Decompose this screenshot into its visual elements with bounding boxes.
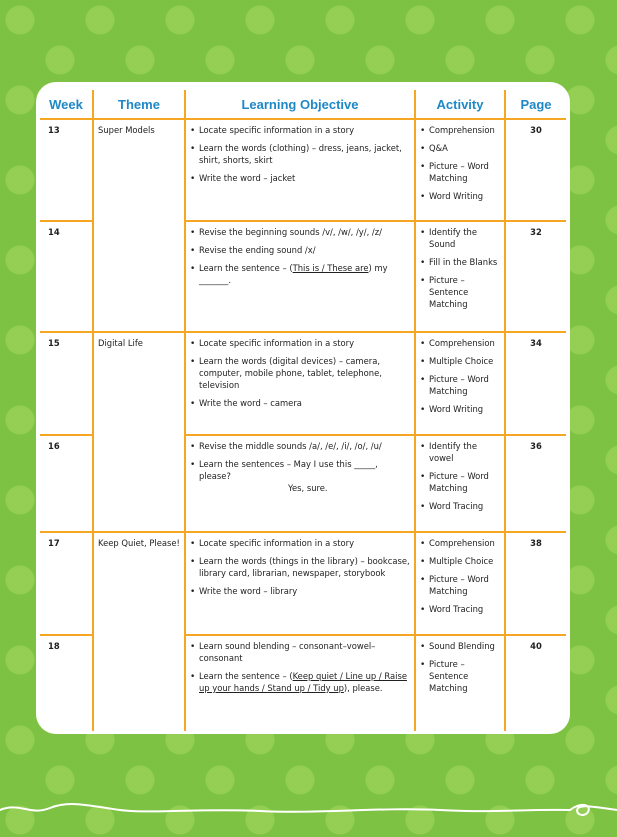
objective-cell bbox=[185, 435, 415, 532]
objective-item: • Learn sound blending – consonant–vowel–consonant bbox=[190, 641, 410, 665]
header-page: Page bbox=[505, 90, 566, 119]
curriculum-table bbox=[40, 90, 566, 731]
activity-cell bbox=[415, 221, 505, 332]
objective-item bbox=[190, 263, 410, 287]
objective-cell bbox=[185, 532, 415, 635]
objective-item: • Locate specific information in a story bbox=[190, 125, 410, 137]
activity-item: • Comprehension bbox=[420, 338, 500, 350]
header-theme: Theme bbox=[93, 90, 185, 119]
header-activity: Activity bbox=[415, 90, 505, 119]
activity-item: • Fill in the Blanks bbox=[420, 257, 500, 269]
table-row-week-15 bbox=[40, 332, 566, 435]
activity-item: • Word Tracing bbox=[420, 604, 500, 616]
objective-item: • Locate specific information in a story bbox=[190, 538, 410, 550]
objective-item: • Revise the middle sounds /a/, /e/, /i/, /o/, /u/ bbox=[190, 441, 410, 453]
week-number: 13 bbox=[48, 125, 60, 135]
activity-cell bbox=[415, 119, 505, 221]
page-number: 40 bbox=[505, 635, 566, 731]
activity-item: • Picture – Word Matching bbox=[420, 574, 500, 598]
activity-item: • Identify the vowel bbox=[420, 441, 500, 465]
activity-item: • Comprehension bbox=[420, 538, 500, 550]
activity-item: • Word Tracing bbox=[420, 501, 500, 513]
activity-item: • Picture – Word Matching bbox=[420, 471, 500, 495]
objective-item: • Learn the words (digital devices) – camera, computer, mobile phone, tablet, telephone, television bbox=[190, 356, 410, 392]
sentence-suffix: ) my _______. bbox=[199, 262, 388, 285]
activity-cell bbox=[415, 332, 505, 435]
header-learning-objective: Learning Objective bbox=[185, 90, 415, 119]
activity-item: • Multiple Choice bbox=[420, 556, 500, 568]
activity-cell bbox=[415, 532, 505, 635]
theme-cell: Keep Quiet, Please! bbox=[93, 532, 185, 731]
contents-card bbox=[36, 82, 570, 734]
activity-item: • Word Writing bbox=[420, 191, 500, 203]
sentence-line-1: Learn the sentences – May I use this _____, please? bbox=[199, 458, 378, 481]
activity-item: • Word Writing bbox=[420, 404, 500, 416]
objective-item bbox=[190, 459, 410, 495]
week-number: 17 bbox=[40, 532, 93, 635]
table-row-week-13 bbox=[40, 119, 566, 221]
activity-item: • Picture – Word Matching bbox=[420, 161, 500, 185]
header-week: Week bbox=[40, 90, 93, 119]
table-row-week-17 bbox=[40, 532, 566, 635]
page-number: 36 bbox=[505, 435, 566, 532]
activity-item: • Multiple Choice bbox=[420, 356, 500, 368]
sentence-suffix: ), please. bbox=[343, 682, 383, 693]
week-number: 15 bbox=[40, 332, 93, 435]
sentence-options: This is / These are bbox=[292, 262, 369, 273]
activity-item: • Picture – Sentence Matching bbox=[420, 275, 500, 311]
page-number: 32 bbox=[505, 221, 566, 332]
objective-cell bbox=[185, 221, 415, 332]
activity-item: • Comprehension bbox=[420, 125, 500, 137]
objective-item: • Write the word – library bbox=[190, 586, 410, 598]
objective-item: • Learn the words (clothing) – dress, jeans, jacket, shirt, shorts, skirt bbox=[190, 143, 410, 167]
week-number: 18 bbox=[40, 635, 93, 731]
objective-item: • Learn the words (things in the library) – bookcase, library card, librarian, newspaper, storybook bbox=[190, 556, 410, 580]
objective-item: • Revise the beginning sounds /v/, /w/, /y/, /z/ bbox=[190, 227, 410, 239]
theme-cell: Digital Life bbox=[93, 332, 185, 532]
page-number: 38 bbox=[505, 532, 566, 635]
sentence-prefix: Learn the sentence – ( bbox=[199, 262, 293, 273]
activity-item: • Q&A bbox=[420, 143, 500, 155]
page-number: 30 bbox=[505, 119, 566, 221]
activity-cell bbox=[415, 435, 505, 532]
activity-item: • Sound Blending bbox=[420, 641, 500, 653]
objective-item bbox=[190, 671, 410, 695]
page-number: 34 bbox=[505, 332, 566, 435]
week-number: 16 bbox=[40, 435, 93, 532]
table-header-row bbox=[40, 90, 566, 119]
objective-item: • Write the word – jacket bbox=[190, 173, 410, 185]
activity-cell bbox=[415, 635, 505, 731]
objective-item: • Locate specific information in a story bbox=[190, 338, 410, 350]
objective-item: • Revise the ending sound /x/ bbox=[190, 245, 410, 257]
objective-cell bbox=[185, 332, 415, 435]
sentence-line-2: Yes, sure. bbox=[288, 482, 328, 493]
sentence-prefix: Learn the sentence – ( bbox=[199, 670, 293, 681]
sentence-options: Keep quiet / Line up / Raise up your hands / Stand up / Tidy up bbox=[199, 670, 407, 693]
objective-cell bbox=[185, 119, 415, 221]
activity-item: • Picture – Word Matching bbox=[420, 374, 500, 398]
activity-item: • Identify the Sound bbox=[420, 227, 500, 251]
activity-item: • Picture – Sentence Matching bbox=[420, 659, 500, 695]
theme-cell: Super Models bbox=[93, 119, 185, 332]
objective-item: • Write the word – camera bbox=[190, 398, 410, 410]
week-number: 14 bbox=[40, 221, 93, 332]
decorative-wave-line bbox=[0, 792, 617, 832]
objective-cell bbox=[185, 635, 415, 731]
